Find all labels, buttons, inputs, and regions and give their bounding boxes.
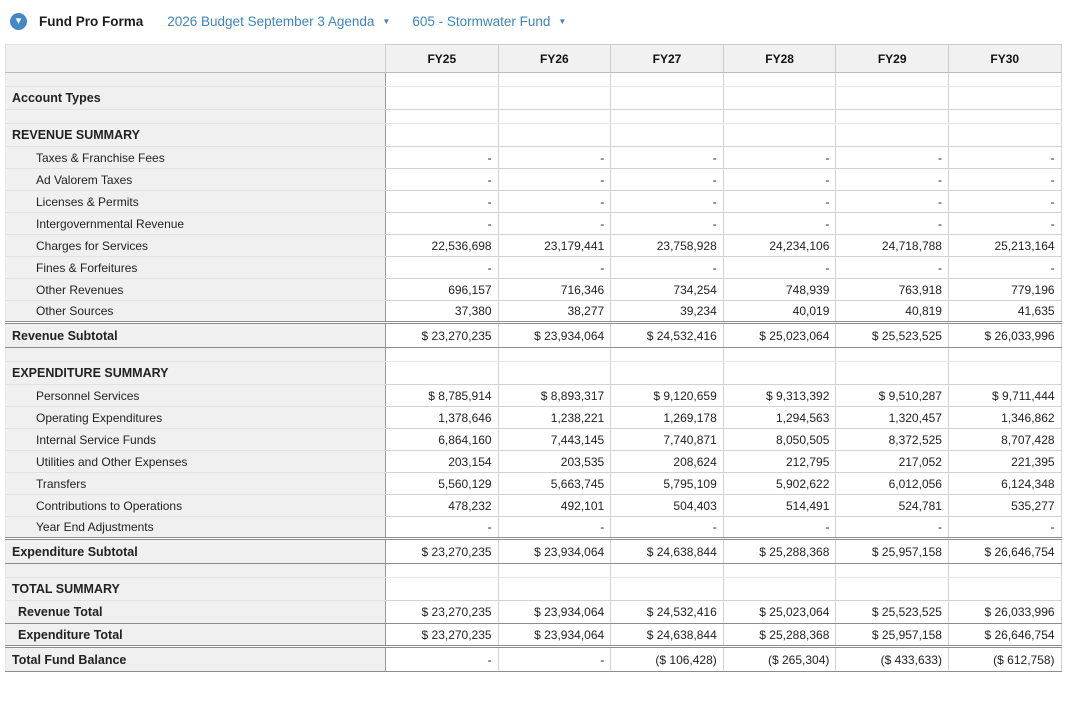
value-cell: 22,536,698	[386, 235, 499, 257]
value-cell: 39,234	[611, 301, 724, 323]
value-cell	[948, 362, 1061, 385]
value-cell: 1,320,457	[836, 407, 949, 429]
value-cell: -	[611, 213, 724, 235]
value-cell: -	[611, 169, 724, 191]
value-cell: -	[723, 169, 836, 191]
column-header-fy29: FY29	[836, 45, 949, 73]
value-cell: 1,238,221	[498, 407, 611, 429]
value-cell: -	[498, 257, 611, 279]
page-title: Fund Pro Forma	[39, 13, 144, 29]
value-cell	[498, 578, 611, 601]
column-header-fy25: FY25	[386, 45, 499, 73]
value-cell	[723, 348, 836, 362]
value-cell: 1,269,178	[611, 407, 724, 429]
value-cell: -	[386, 213, 499, 235]
value-cell: $ 26,646,754	[948, 539, 1061, 564]
value-cell: $ 24,638,844	[611, 624, 724, 647]
value-cell: -	[611, 517, 724, 539]
value-cell: $ 23,270,235	[386, 539, 499, 564]
table-row	[6, 539, 1062, 564]
value-cell: $ 25,523,525	[836, 323, 949, 348]
table-row	[6, 213, 1062, 235]
value-cell: -	[836, 191, 949, 213]
row-label: Utilities and Other Expenses	[6, 451, 386, 473]
table-row	[6, 385, 1062, 407]
value-cell: 203,154	[386, 451, 499, 473]
table-row	[6, 601, 1062, 624]
row-label: Ad Valorem Taxes	[6, 169, 386, 191]
value-cell: $ 25,023,064	[723, 323, 836, 348]
value-cell: 5,663,745	[498, 473, 611, 495]
row-label: Account Types	[6, 87, 386, 110]
value-cell: 212,795	[723, 451, 836, 473]
value-cell: $ 23,934,064	[498, 601, 611, 624]
value-cell: -	[948, 517, 1061, 539]
value-cell: 7,443,145	[498, 429, 611, 451]
value-cell	[498, 87, 611, 110]
column-header-fy27: FY27	[611, 45, 724, 73]
row-label: EXPENDITURE SUMMARY	[6, 362, 386, 385]
value-cell: 492,101	[498, 495, 611, 517]
table-row	[6, 578, 1062, 601]
value-cell	[723, 578, 836, 601]
table-row	[6, 147, 1062, 169]
table-row	[6, 110, 1062, 124]
value-cell: $ 9,120,659	[611, 385, 724, 407]
value-cell: ($ 433,633)	[836, 647, 949, 672]
value-cell	[386, 87, 499, 110]
value-cell: $ 25,523,525	[836, 601, 949, 624]
value-cell: -	[498, 213, 611, 235]
value-cell: -	[723, 147, 836, 169]
value-cell: ($ 265,304)	[723, 647, 836, 672]
row-label: Expenditure Subtotal	[6, 539, 386, 564]
value-cell	[386, 362, 499, 385]
budget-dropdown[interactable]	[167, 14, 390, 29]
row-label: Other Sources	[6, 301, 386, 323]
value-cell: $ 23,934,064	[498, 624, 611, 647]
row-label: Intergovernmental Revenue	[6, 213, 386, 235]
column-header-fy30: FY30	[948, 45, 1061, 73]
value-cell: 748,939	[723, 279, 836, 301]
value-cell: -	[948, 213, 1061, 235]
value-cell: $ 23,934,064	[498, 323, 611, 348]
value-cell: 5,902,622	[723, 473, 836, 495]
value-cell	[948, 348, 1061, 362]
row-label: Charges for Services	[6, 235, 386, 257]
value-cell: 7,740,871	[611, 429, 724, 451]
value-cell: $ 25,288,368	[723, 624, 836, 647]
row-label: Revenue Total	[6, 601, 386, 624]
value-cell: 6,124,348	[948, 473, 1061, 495]
table-row	[6, 235, 1062, 257]
value-cell: 504,403	[611, 495, 724, 517]
value-cell	[498, 110, 611, 124]
caret-down-icon: ▼	[382, 16, 391, 26]
value-cell: -	[498, 147, 611, 169]
value-cell: -	[836, 147, 949, 169]
value-cell: -	[386, 517, 499, 539]
header-row	[6, 45, 1062, 73]
value-cell	[836, 348, 949, 362]
value-cell: 23,758,928	[611, 235, 724, 257]
value-cell	[948, 124, 1061, 147]
value-cell: $ 23,270,235	[386, 624, 499, 647]
table-row	[6, 279, 1062, 301]
value-cell	[386, 110, 499, 124]
value-cell: 478,232	[386, 495, 499, 517]
value-cell: 734,254	[611, 279, 724, 301]
value-cell	[723, 87, 836, 110]
corner-header	[6, 45, 386, 73]
table-body	[6, 73, 1062, 672]
table-row	[6, 517, 1062, 539]
table-row	[6, 451, 1062, 473]
topbar	[0, 0, 1066, 42]
value-cell	[723, 73, 836, 87]
value-cell	[723, 124, 836, 147]
value-cell: $ 8,785,914	[386, 385, 499, 407]
value-cell	[498, 362, 611, 385]
value-cell: 23,179,441	[498, 235, 611, 257]
value-cell: 1,346,862	[948, 407, 1061, 429]
value-cell: 763,918	[836, 279, 949, 301]
value-cell: -	[948, 191, 1061, 213]
value-cell: -	[611, 257, 724, 279]
budget-dropdown-label: 2026 Budget September 3 Agenda	[167, 13, 375, 29]
table-row	[6, 647, 1062, 672]
row-label: Transfers	[6, 473, 386, 495]
value-cell: -	[836, 213, 949, 235]
value-cell	[723, 362, 836, 385]
value-cell	[611, 73, 724, 87]
value-cell: -	[498, 191, 611, 213]
table-row	[6, 407, 1062, 429]
table-row	[6, 169, 1062, 191]
row-label: REVENUE SUMMARY	[6, 124, 386, 147]
value-cell: $ 8,893,317	[498, 385, 611, 407]
value-cell: $ 25,023,064	[723, 601, 836, 624]
value-cell	[836, 362, 949, 385]
value-cell: $ 26,033,996	[948, 323, 1061, 348]
value-cell: 208,624	[611, 451, 724, 473]
value-cell: $ 23,934,064	[498, 539, 611, 564]
value-cell	[386, 564, 499, 578]
value-cell: -	[723, 257, 836, 279]
row-label: Fines & Forfeitures	[6, 257, 386, 279]
row-label: Taxes & Franchise Fees	[6, 147, 386, 169]
value-cell: 5,560,129	[386, 473, 499, 495]
fund-dropdown[interactable]	[412, 14, 566, 29]
value-cell: 37,380	[386, 301, 499, 323]
value-cell: $ 9,313,392	[723, 385, 836, 407]
value-cell: 6,012,056	[836, 473, 949, 495]
value-cell: 5,795,109	[611, 473, 724, 495]
value-cell: 38,277	[498, 301, 611, 323]
table-row	[6, 124, 1062, 147]
value-cell: -	[948, 147, 1061, 169]
value-cell: 24,234,106	[723, 235, 836, 257]
table-row	[6, 624, 1062, 647]
value-cell: 716,346	[498, 279, 611, 301]
value-cell: 8,707,428	[948, 429, 1061, 451]
row-label: Year End Adjustments	[6, 517, 386, 539]
value-cell	[948, 578, 1061, 601]
row-label: Total Fund Balance	[6, 647, 386, 672]
value-cell: $ 9,510,287	[836, 385, 949, 407]
value-cell: 6,864,160	[386, 429, 499, 451]
collapse-button[interactable]	[10, 13, 27, 30]
value-cell	[498, 124, 611, 147]
row-label: Personnel Services	[6, 385, 386, 407]
value-cell: 8,050,505	[723, 429, 836, 451]
value-cell: -	[611, 191, 724, 213]
value-cell: 41,635	[948, 301, 1061, 323]
table-row	[6, 87, 1062, 110]
value-cell: 8,372,525	[836, 429, 949, 451]
value-cell: 779,196	[948, 279, 1061, 301]
value-cell	[948, 564, 1061, 578]
value-cell	[386, 73, 499, 87]
table-row	[6, 301, 1062, 323]
column-header-fy28: FY28	[723, 45, 836, 73]
value-cell	[836, 564, 949, 578]
value-cell: -	[498, 517, 611, 539]
table-row	[6, 473, 1062, 495]
value-cell	[498, 564, 611, 578]
value-cell: -	[723, 213, 836, 235]
value-cell: -	[723, 191, 836, 213]
value-cell	[836, 73, 949, 87]
row-label: Operating Expenditures	[6, 407, 386, 429]
value-cell: 524,781	[836, 495, 949, 517]
value-cell: $ 23,270,235	[386, 601, 499, 624]
table-row	[6, 348, 1062, 362]
value-cell: -	[386, 191, 499, 213]
value-cell	[498, 348, 611, 362]
value-cell: $ 25,957,158	[836, 624, 949, 647]
table-row	[6, 564, 1062, 578]
value-cell: 535,277	[948, 495, 1061, 517]
column-header-fy26: FY26	[498, 45, 611, 73]
value-cell	[611, 578, 724, 601]
table-row	[6, 495, 1062, 517]
value-cell	[723, 564, 836, 578]
value-cell	[611, 124, 724, 147]
value-cell: $ 25,957,158	[836, 539, 949, 564]
value-cell: 221,395	[948, 451, 1061, 473]
value-cell: -	[948, 169, 1061, 191]
value-cell	[386, 348, 499, 362]
value-cell: 217,052	[836, 451, 949, 473]
value-cell: $ 9,711,444	[948, 385, 1061, 407]
value-cell	[611, 348, 724, 362]
row-label	[6, 348, 386, 362]
value-cell: 203,535	[498, 451, 611, 473]
value-cell: -	[386, 147, 499, 169]
chevron-down-icon: ▾	[15, 14, 22, 27]
value-cell: 25,213,164	[948, 235, 1061, 257]
value-cell: 24,718,788	[836, 235, 949, 257]
table-row	[6, 257, 1062, 279]
value-cell: -	[723, 517, 836, 539]
pro-forma-table	[5, 44, 1062, 672]
value-cell: $ 25,288,368	[723, 539, 836, 564]
value-cell: -	[836, 169, 949, 191]
value-cell: -	[836, 257, 949, 279]
value-cell: -	[498, 169, 611, 191]
value-cell	[836, 110, 949, 124]
row-label	[6, 110, 386, 124]
table-row	[6, 73, 1062, 87]
value-cell: $ 24,532,416	[611, 601, 724, 624]
value-cell	[611, 564, 724, 578]
value-cell: 1,294,563	[723, 407, 836, 429]
value-cell: -	[386, 169, 499, 191]
value-cell	[948, 73, 1061, 87]
table-row	[6, 429, 1062, 451]
value-cell: -	[386, 257, 499, 279]
row-label	[6, 73, 386, 87]
value-cell	[836, 124, 949, 147]
row-label: TOTAL SUMMARY	[6, 578, 386, 601]
value-cell: -	[498, 647, 611, 672]
value-cell	[611, 110, 724, 124]
value-cell: $ 26,646,754	[948, 624, 1061, 647]
value-cell	[948, 87, 1061, 110]
value-cell: -	[948, 257, 1061, 279]
row-label	[6, 564, 386, 578]
value-cell: 696,157	[386, 279, 499, 301]
value-cell	[386, 578, 499, 601]
value-cell	[836, 87, 949, 110]
row-label: Other Revenues	[6, 279, 386, 301]
value-cell: 1,378,646	[386, 407, 499, 429]
row-label: Revenue Subtotal	[6, 323, 386, 348]
value-cell: ($ 106,428)	[611, 647, 724, 672]
fund-dropdown-label: 605 - Stormwater Fund	[412, 13, 551, 29]
value-cell: -	[611, 147, 724, 169]
table-row	[6, 323, 1062, 348]
table-row	[6, 191, 1062, 213]
value-cell	[611, 87, 724, 110]
value-cell	[498, 73, 611, 87]
value-cell: ($ 612,758)	[948, 647, 1061, 672]
value-cell	[386, 124, 499, 147]
value-cell	[611, 362, 724, 385]
table-row	[6, 362, 1062, 385]
value-cell: 40,019	[723, 301, 836, 323]
value-cell: $ 23,270,235	[386, 323, 499, 348]
value-cell: 514,491	[723, 495, 836, 517]
value-cell: $ 24,638,844	[611, 539, 724, 564]
value-cell: $ 24,532,416	[611, 323, 724, 348]
value-cell	[723, 110, 836, 124]
value-cell: -	[836, 517, 949, 539]
row-label: Internal Service Funds	[6, 429, 386, 451]
value-cell: 40,819	[836, 301, 949, 323]
value-cell	[836, 578, 949, 601]
caret-down-icon: ▼	[558, 16, 567, 26]
value-cell: $ 26,033,996	[948, 601, 1061, 624]
row-label: Expenditure Total	[6, 624, 386, 647]
value-cell	[948, 110, 1061, 124]
value-cell: -	[386, 647, 499, 672]
row-label: Contributions to Operations	[6, 495, 386, 517]
row-label: Licenses & Permits	[6, 191, 386, 213]
